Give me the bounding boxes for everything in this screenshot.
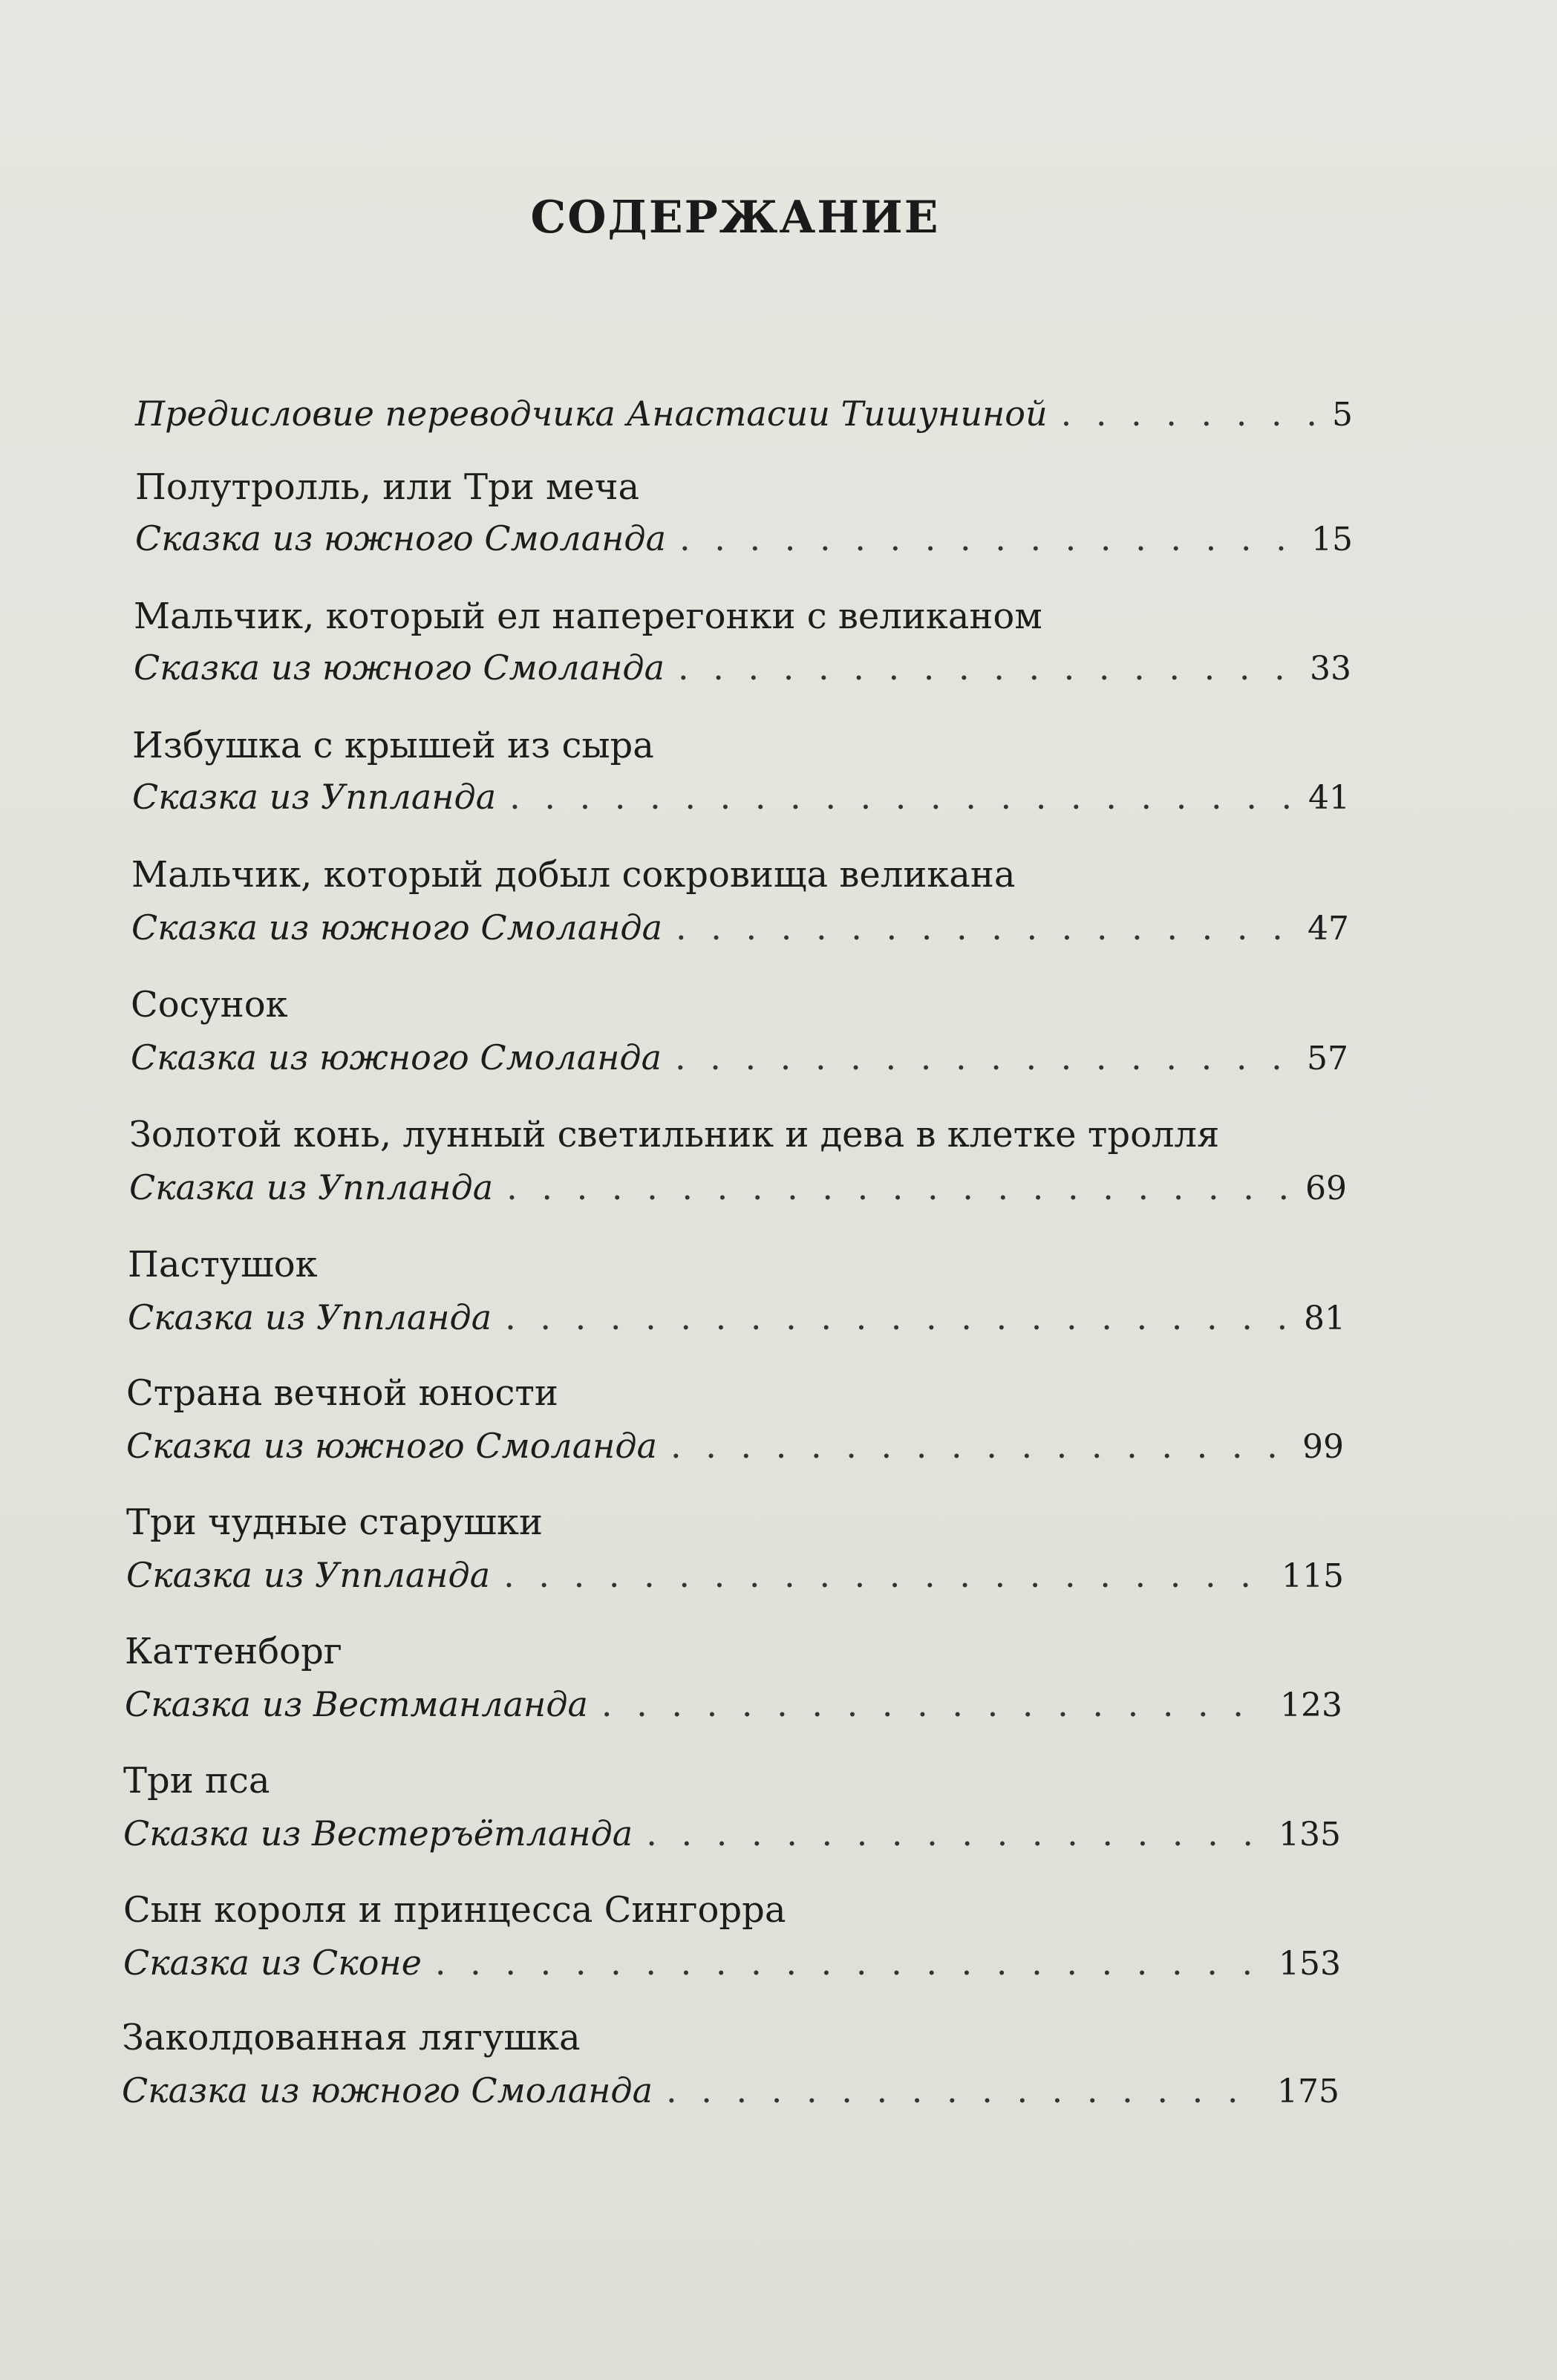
story-title: Заколдованная лягушка xyxy=(122,2017,581,2058)
story-title: Сын короля и принцесса Сингорра xyxy=(123,1889,786,1931)
story-subtitle: Сказка из южного Смоланда xyxy=(135,518,666,558)
story-title: Сосунок xyxy=(131,984,288,1026)
dot-leader xyxy=(601,1684,1267,1724)
toc-line xyxy=(128,1297,1345,1337)
toc-line xyxy=(123,1813,1341,1854)
toc-line xyxy=(126,1426,1344,1466)
dot-leader xyxy=(503,1555,1268,1595)
story-title: Мальчик, который добыл сокровища великана xyxy=(131,854,1016,896)
dot-leader xyxy=(505,1297,1290,1337)
story-title: Три пса xyxy=(123,1760,270,1802)
page-title: СОДЕРЖАНИЕ xyxy=(530,192,940,244)
story-subtitle: Сказка из южного Смоланда xyxy=(134,648,665,688)
dot-leader xyxy=(679,518,1298,558)
dot-leader xyxy=(506,1167,1292,1207)
story-subtitle: Сказка из Вестеръётланда xyxy=(123,1813,633,1854)
story-title: Золотой конь, лунный светильник и дева в клетке тролля xyxy=(129,1114,1220,1155)
dot-leader xyxy=(509,777,1295,817)
page-number: 5 xyxy=(1332,396,1353,434)
story-subtitle: Сказка из Сконе xyxy=(123,1943,422,1983)
toc-line xyxy=(122,2070,1339,2110)
page-number: 175 xyxy=(1277,2073,1339,2110)
toc-line xyxy=(135,518,1353,558)
story-subtitle: Сказка из Уппланда xyxy=(132,777,497,817)
page-number: 15 xyxy=(1311,521,1353,558)
toc-line xyxy=(131,907,1349,948)
page-number: 41 xyxy=(1308,779,1350,817)
dot-leader xyxy=(646,1813,1265,1854)
toc-line xyxy=(125,1684,1342,1724)
toc-line xyxy=(132,777,1350,817)
toc-line xyxy=(126,1555,1344,1595)
page-number: 33 xyxy=(1310,650,1351,688)
dot-leader xyxy=(678,648,1296,688)
story-title: Пастушок xyxy=(128,1244,318,1285)
page-number: 135 xyxy=(1279,1816,1341,1854)
toc-line xyxy=(123,1943,1341,1983)
story-subtitle: Сказка из южного Смоланда xyxy=(131,907,662,948)
page-number: 99 xyxy=(1302,1428,1344,1466)
dot-leader xyxy=(675,1037,1293,1077)
toc-line xyxy=(134,648,1351,688)
page-number: 47 xyxy=(1308,910,1349,948)
page-number: 57 xyxy=(1307,1040,1348,1077)
story-title: Мальчик, который ел наперегонки с великаном xyxy=(134,596,1042,637)
page-number: 81 xyxy=(1304,1300,1345,1337)
story-subtitle: Сказка из южного Смоланда xyxy=(131,1037,662,1077)
page-number: 115 xyxy=(1282,1557,1344,1595)
story-title: Страна вечной юности xyxy=(126,1372,558,1414)
story-subtitle: Сказка из южного Смоланда xyxy=(126,1426,657,1466)
dot-leader xyxy=(676,907,1294,948)
page-number: 123 xyxy=(1280,1686,1342,1724)
story-title: Три чудные старушки xyxy=(126,1502,544,1543)
story-subtitle: Сказка из южного Смоланда xyxy=(122,2070,653,2110)
dot-leader xyxy=(1061,394,1319,434)
story-subtitle: Сказка из Уппланда xyxy=(129,1167,494,1207)
dot-leader xyxy=(666,2070,1264,2110)
dot-leader xyxy=(435,1943,1265,1983)
page-number: 153 xyxy=(1279,1945,1341,1983)
preface-text: Предисловие переводчика Анастасии Тишуниной xyxy=(135,394,1048,434)
story-subtitle: Сказка из Уппланда xyxy=(126,1555,491,1595)
toc-line xyxy=(135,394,1353,434)
story-title: Избушка с крышей из сыра xyxy=(132,725,654,766)
toc-line xyxy=(129,1167,1347,1207)
story-title: Полутролль, или Три меча xyxy=(135,466,640,508)
story-title: Каттенборг xyxy=(125,1631,342,1672)
story-subtitle: Сказка из Вестманланда xyxy=(125,1684,588,1724)
page-number: 69 xyxy=(1305,1170,1347,1207)
dot-leader xyxy=(670,1426,1289,1466)
story-subtitle: Сказка из Уппланда xyxy=(128,1297,492,1337)
toc-line xyxy=(131,1037,1348,1077)
